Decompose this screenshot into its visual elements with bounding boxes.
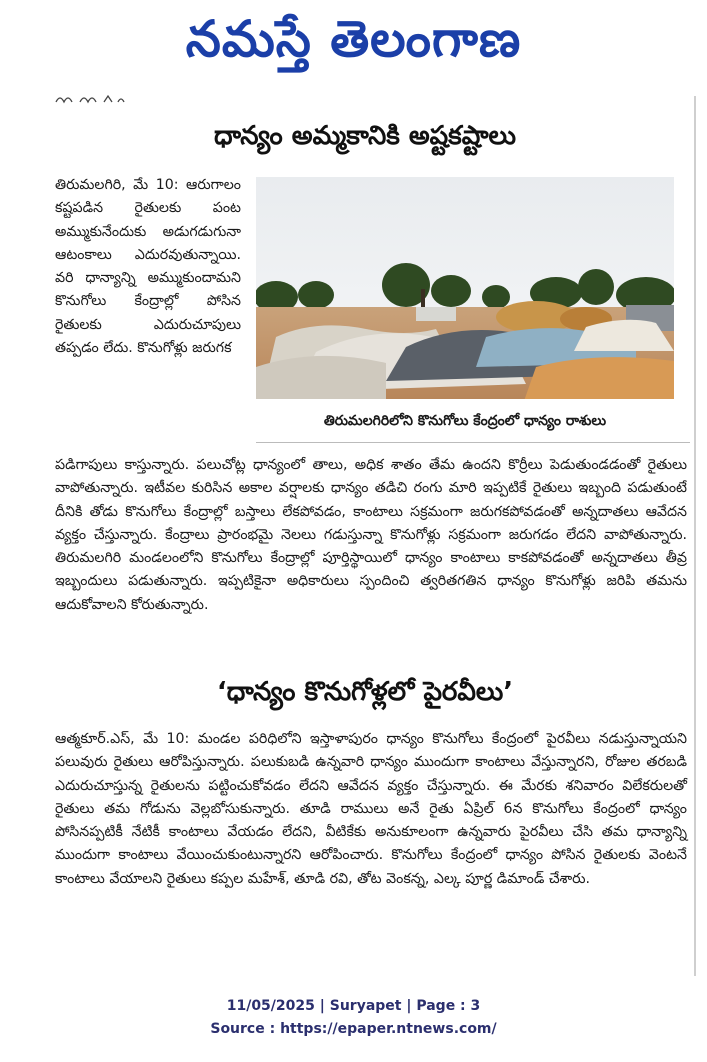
article1-body-narrow: తిరుమలగిరి, మే 10: ఆరుగాలం కష్టపడిన రైతులకు పంట అమ్ముకునేందుకు అడుగడుగునా ఆటంకాలు ఎదురవుతున్నాయి. వరి ధాన్యాన్ని అమ్ముకుందామని కొనుగోలు కేంద్రాల్లో పోసిన రైతులకు ఎదురుచూపులు తప్పడం లేదు. కొనుగోళ్లు జరుగక bbox=[55, 177, 241, 357]
footer-source: Source : https://epaper.ntnews.com/ bbox=[210, 1021, 497, 1037]
article2-body: ఆత్మకూర్.ఎస్, మే 10: మండల పరిధిలోని ఇస్తాళాపురం ధాన్యం కొనుగోలు కేంద్రంలో పైరవీలు నడుస్తున్నాయని పలువురు రైతులు ఆరోపిస్తున్నారు. పలుకుబడి ఉన్నవారి ధాన్యం ముందుగా కాంటాలు వేస్తున్నారని, రోజుల తరబడి ఎదురుచూస్తున్న రైతులను పట్టించుకోవడం లేదని ఆవేదన వ్యక్తం చేస్తున్నారు. ఈ మేరకు శనివారం విలేకరులతో రైతులు తమ గోడును వెల్లబోసుకున్నారు. తూడి రాములు అనే రైతు ఏప్రిల్ 6న కొనుగోలు కేంద్రంలో ధాన్యం పోసినప్పటికీ నేటికీ కాంటాలు వేయడం లేదని, వీటికేకు అనుకూలంగా ఉన్నవారు పైరవీలు చేసి తమ ధాన్యాన్ని ముందుగా కాంటాలు వేయించుకుంటున్నారని ఆరోపించారు. కొనుగోలు కేంద్రంలో ధాన్యం పోసిన రైతులకు వెంటనే కాంటాలు వేయాలని రైతులు కప్పల మహేశ్, తూడి రవి, తోట వెంకన్న, ఎల్క పూర్ణ డిమాండ్ చేశారు. bbox=[55, 731, 687, 887]
clipped-text-fragment bbox=[54, 92, 134, 106]
caption-divider bbox=[256, 442, 690, 443]
photo-caption: తిరుమలగిరిలోని కొనుగోలు కేంద్రంలో ధాన్యం రాశులు bbox=[323, 413, 607, 429]
article1-body-wide: పడిగాపులు కాస్తున్నారు. పలుచోట్ల ధాన్యంలో తాలు, అధిక శాతం తేమ ఉందని కొర్రీలు పెడుతుండడంతో రైతులు వాపోతున్నారు. ఇటీవల కురిసిన అకాల వర్షాలకు ధాన్యం తడిచి రంగు మారి ఇప్పటికే రైతులు ఇబ్బంది పడుతుంటే దీనికి తోడు కొనుగోలు కేంద్రాల్లో బస్తాలు లేకపోవడం, కాంటాలు సక్రమంగా జరుగకపోవడంతో అన్నదాతలు ఆవేదన వ్యక్తం చేస్తున్నారు. కేంద్రాలు ప్రారంభమై నెలలు గడుస్తున్నా కొనుగోళ్లు సక్రమంగా జరుగడం లేదని వాపోతున్నారు. తిరుమలగిరి మండలంలోని కొనుగోలు కేంద్రాల్లో పూర్తిస్థాయిలో ధాన్యం కాంటాలు కాకపోవడంతో అన్నదాతలు తీవ్ర ఇబ్బందులు పడుతున్నారు. ఇప్పటికైనా అధికారులు స్పందించి త్వరితగతిన ధాన్యం కొనుగోళ్లు జరిపి తమను ఆదుకోవాలని కోరుతున్నారు. bbox=[55, 457, 687, 613]
article2-headline: ‘ధాన్యం కొనుగోళ్లలో పైరవీలు’ bbox=[216, 677, 514, 707]
article-photo bbox=[256, 177, 674, 399]
masthead-logo: నమస్తే తెలంగాణ bbox=[185, 9, 522, 68]
column-divider bbox=[694, 96, 696, 976]
article1-headline: ధాన్యం అమ్మకానికి అష్టకష్టాలు bbox=[214, 121, 516, 151]
footer-date-page: 11/05/2025 | Suryapet | Page : 3 bbox=[226, 998, 481, 1014]
